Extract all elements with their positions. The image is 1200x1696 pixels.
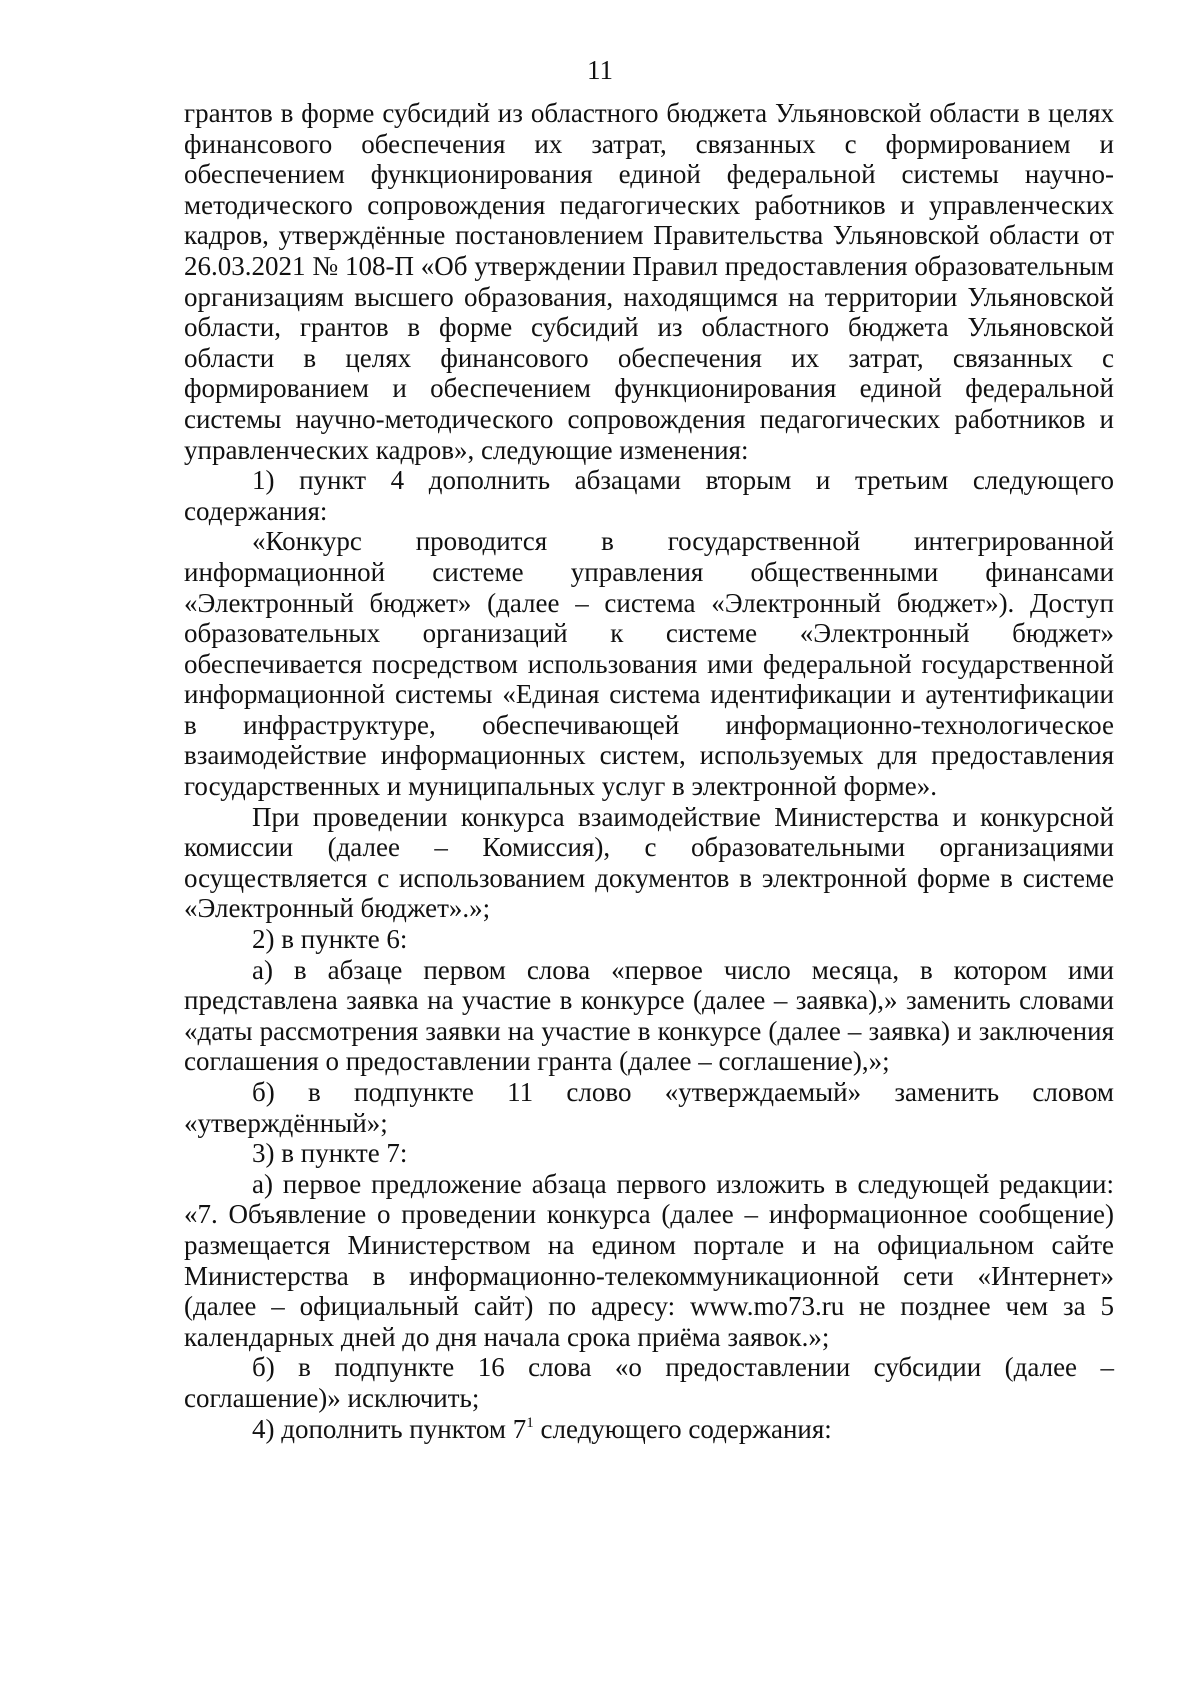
paragraph-contest-interaction: При проведении конкурса взаимодействие Министерства и конкурсной комиссии (далее – Комиссия), с образовательными организациями осуществляется с использованием документов в электронной форме в системе «Электронный бюджет».»;	[184, 801, 1114, 924]
paragraph-item-3a: а) первое предложение абзаца первого изложить в следующей редакции: «7. Объявление о проведении конкурса (далее – информационное сообщение) размещается Министерством на едином портале и на официальном сайте Министерства в информационно-телекоммуникационной сети «Интернет» (далее – официальный сайт) по адресу: www.mo73.ru не позднее чем за 5 календарных дней до дня начала срока приёма заявок.»;	[184, 1168, 1114, 1352]
paragraph-contest-system: «Конкурс проводится в государственной интегрированной информационной системе управления общественными финансами «Электронный бюджет» (далее – система «Электронный бюджет»). Доступ образовательных организаций к системе «Электронный бюджет» обеспечивается посредством использования ими федеральной государственной информационной системы «Единая система идентификации и аутентификации в инфраструктуре, обеспечивающей информационно-технологическое взаимодействие информационных систем, используемых для предоставления государственных и муниципальных услуг в электронной форме».	[184, 526, 1114, 802]
item-4-text-before: 4) дополнить пунктом 7	[252, 1413, 527, 1444]
paragraph-item-2a: а) в абзаце первом слова «первое число месяца, в котором ими представлена заявка на участие в конкурсе (далее – заявка),» заменить словами «даты рассмотрения заявки на участие в конкурсе (далее – заявка) и заключения соглашения о предоставлении гранта (далее – соглашение),»;	[184, 954, 1114, 1077]
paragraph-item-3b: б) в подпункте 16 слова «о предоставлении субсидии (далее – соглашение)» исключить;	[184, 1352, 1114, 1413]
paragraph-grant-rules-intro: грантов в форме субсидий из областного бюджета Ульяновской области в целях финансового обеспечения их затрат, связанных с формированием и обеспечением функционирования единой федеральной системы научно-методического сопровождения педагогических работников и управленческих кадров, утверждённые постановлением Правительства Ульяновской области от 26.03.2021 № 108-П «Об утверждении Правил предоставления образовательным организациям высшего образования, находящимся на территории Ульяновской области, грантов в форме субсидий из областного бюджета Ульяновской области в целях финансового обеспечения их затрат, связанных с формированием и обеспечением функционирования единой федеральной системы научно-методического сопровождения педагогических работников и управленческих кадров», следующие изменения:	[184, 98, 1114, 465]
page-number: 11	[587, 55, 613, 85]
item-4-superscript: 1	[526, 1414, 534, 1431]
paragraph-item-2b: б) в подпункте 11 слово «утверждаемый» заменить словом «утверждённый»;	[184, 1077, 1114, 1138]
paragraph-item-1: 1) пункт 4 дополнить абзацами вторым и третьим следующего содержания:	[184, 465, 1114, 526]
paragraph-item-4	[184, 1414, 1114, 1445]
paragraph-item-3: 3) в пункте 7:	[252, 1138, 408, 1169]
item-4-text-after: следующего содержания:	[533, 1413, 832, 1444]
document-body	[184, 98, 1114, 1444]
paragraph-item-2: 2) в пункте 6:	[252, 924, 408, 955]
